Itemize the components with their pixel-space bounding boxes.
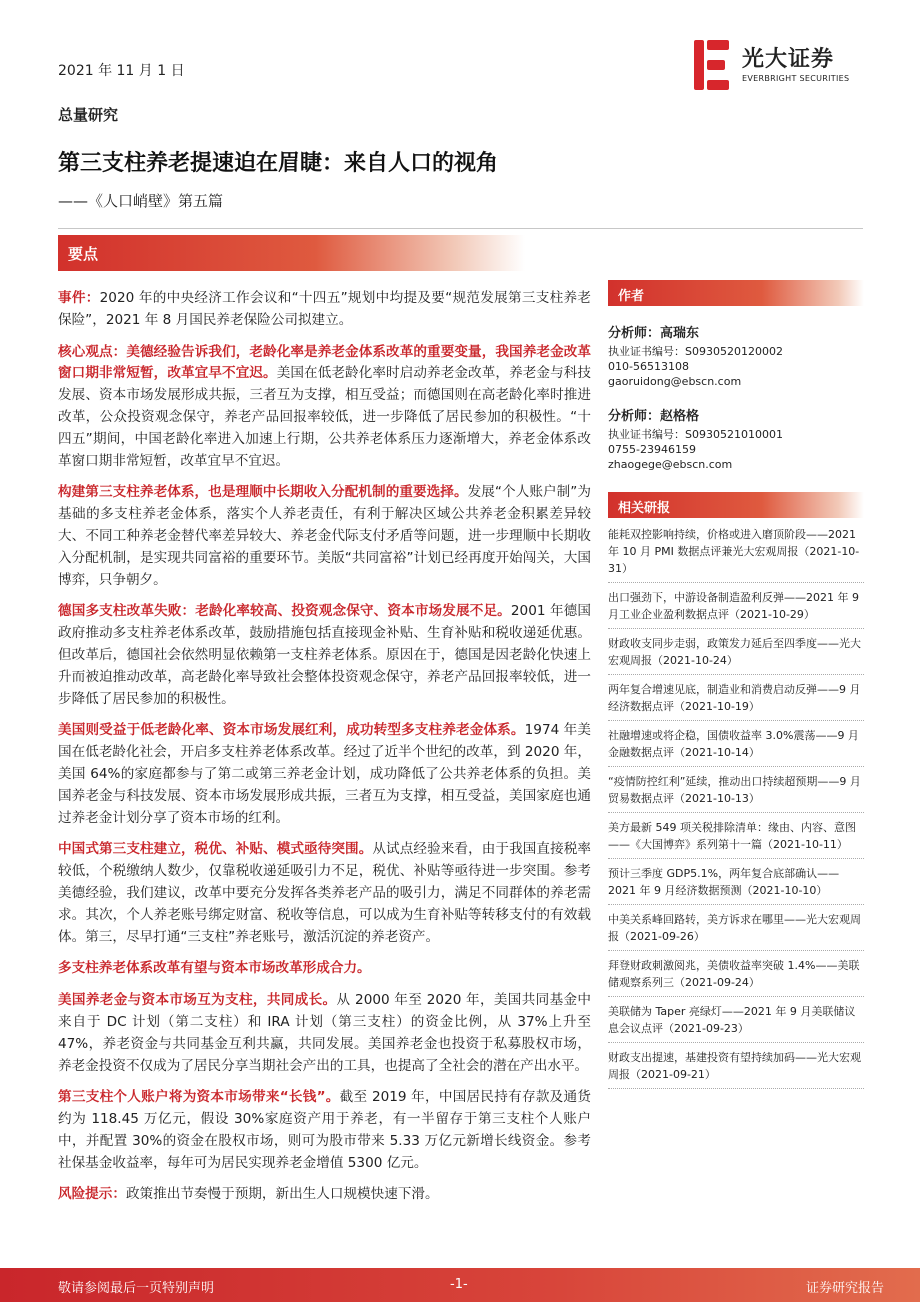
keypoint-text: 截至 2019 年，中国居民持有存款及通货约为 118.45 万亿元，假设 30%家庭资产用于养老，有一半留存于第三支柱个人账户中，并配置 30%的资金在股权市场，则可为股市带来 5.33 万亿元新增长线资金。参考社保基金收益率，每年可为居民实现养老金增值 5300 亿元。	[58, 1089, 591, 1171]
keypoint-lead: 美国养老金与资本市场互为支柱，共同成长。	[58, 992, 337, 1009]
keypoints-label: 要点	[68, 245, 99, 263]
analyst-name: 分析师：赵格格	[608, 409, 700, 424]
report-date: 2021 年 11 月 1 日	[58, 63, 185, 79]
analyst-card	[608, 324, 864, 389]
related-report-item[interactable]: 财政支出提速，基建投资有望持续加码——光大宏观周报（2021-09-21）	[608, 1043, 864, 1089]
analyst-email[interactable]: gaoruidong@ebscn.com	[608, 375, 742, 388]
keypoint-lead: 德国多支柱改革失败：老龄化率较高、投资观念保守、资本市场发展不足。	[58, 603, 511, 620]
related-list	[608, 518, 864, 1089]
keypoint-paragraph	[58, 990, 591, 1077]
sidebar	[608, 280, 864, 1089]
related-report-item[interactable]: 中美关系峰回路转，美方诉求在哪里——光大宏观周报（2021-09-26）	[608, 905, 864, 951]
keypoint-paragraph	[58, 482, 591, 591]
keypoint-text: 发展“个人账户制”为基础的多支柱养老金体系，落实个人养老责任，有利于解决区域公共养老金积累差异较大、不同工种养老金替代率差异较大、养老金代际支付矛盾等问题，进一步理顺中长期收入分配机制，是实现共同富裕的重要环节。美版“共同富裕”计划已经再度开始闯关，大国博弈，只争朝夕。	[58, 484, 592, 588]
related-report-item[interactable]: “疫情防控红利”延续，推动出口持续超预期——9 月贸易数据点评（2021-10-13）	[608, 767, 864, 813]
authors-banner	[608, 280, 864, 306]
keypoint-lead: 风险提示：	[58, 1186, 126, 1203]
keypoints-banner	[58, 235, 525, 271]
everbright-logo	[694, 38, 874, 94]
logo-en: EVERBRIGHT SECURITIES	[742, 74, 850, 83]
related-section	[608, 492, 864, 1089]
authors-label: 作者	[618, 289, 645, 304]
keypoint-paragraph	[58, 288, 591, 332]
analyst-cert: 执业证书编号：S0930521010001	[608, 428, 783, 441]
logo-cn: 光大证券	[742, 47, 835, 72]
related-report-item[interactable]: 财政收支同步走弱，政策发力延后至四季度——光大宏观周报（2021-10-24）	[608, 629, 864, 675]
keypoint-lead: 美国则受益于低老龄化率、资本市场发展红利，成功转型多支柱养老金体系。	[58, 722, 525, 739]
keypoint-paragraph	[58, 958, 591, 980]
related-label: 相关研报	[618, 501, 671, 516]
report-subtitle: ——《人口峭壁》第五篇	[58, 192, 224, 210]
keypoint-paragraph	[58, 720, 591, 829]
keypoint-paragraph	[58, 1184, 591, 1206]
keypoint-text: 从 2000 年至 2020 年，美国共同基金中来自于 DC 计划（第二支柱）和 IRA 计划（第三支柱）的资金比例，从 37%上升至 47%，养老资金与共同基金互利共赢，共同发展。美国养老金也投资于私募股权市场，养老金投资不仅成为了居民分享当期社会产出的工具，也提高了全社会的潜在产出水平。	[58, 992, 592, 1074]
analyst-cert: 执业证书编号：S0930520120002	[608, 345, 783, 358]
page-number: -1-	[450, 1277, 468, 1292]
keypoint-paragraph	[58, 839, 591, 948]
analyst-phone: 0755-23946159	[608, 443, 696, 456]
keypoint-text: 美国在低老龄化率时启动养老金改革，养老金与科技发展、资本市场发展形成共振，三者互为支撑，相互受益；而德国则在高老龄化率时推进改革，公众投资观念保守，养老产品回报率较低，进一步降低了居民参加的积极性。“十四五”期间，中国老龄化率进入加速上行期，公共养老体系压力逐渐增大，养老金体系改革窗口期非常短暂，改革宜早不宜迟。	[58, 365, 592, 469]
footer-report-type: 证券研究报告	[805, 1281, 884, 1296]
analyst-list	[608, 324, 864, 472]
analyst-phone: 010-56513108	[608, 360, 689, 373]
page-footer	[0, 1268, 920, 1302]
keypoint-text: 1974 年美国在低老龄化社会，开启多支柱养老体系改革。经过了近半个世纪的改革，到 2020 年，美国 64%的家庭都参与了第二或第三养老金计划，成功降低了公共养老体系的负担。美国养老金与科技发展、资本市场发展形成共振，三者互为支撑，相互受益，美国家庭也通过养老金计划分享了资本市场的红利。	[58, 722, 592, 826]
keypoint-lead: 核心观点：美德经验告诉我们，老龄化率是养老金体系改革的重要变量，我国养老金改革窗口期非常短暂，改革宜早不宜迟。	[58, 343, 591, 382]
header-divider	[58, 228, 863, 229]
logo-mark-icon	[694, 40, 732, 90]
keypoint-lead: 第三支柱个人账户将为资本市场带来“长钱”。	[58, 1089, 340, 1106]
keypoint-lead: 事件：	[58, 290, 100, 306]
related-report-item[interactable]: 社融增速或将企稳，国债收益率 3.0%震荡——9 月金融数据点评（2021-10-14）	[608, 721, 864, 767]
related-report-item[interactable]: 美联储为 Taper 亮绿灯——2021 年 9 月美联储议息会议点评（2021-09-23）	[608, 997, 864, 1043]
keypoint-text: 2020 年的中央经济工作会议和“十四五”规划中均提及要“规范发展第三支柱养老保险”，2021 年 8 月国民养老保险公司拟建立。	[58, 290, 591, 328]
related-report-item[interactable]: 两年复合增速见底，制造业和消费启动反弹——9 月经济数据点评（2021-10-19）	[608, 675, 864, 721]
keypoint-paragraph	[58, 1087, 591, 1174]
keypoint-lead: 构建第三支柱养老体系，也是理顺中长期收入分配机制的重要选择。	[58, 484, 468, 501]
report-title: 第三支柱养老提速迫在眉睫：来自人口的视角	[58, 151, 499, 176]
footer-disclaimer[interactable]: 敬请参阅最后一页特别声明	[58, 1281, 215, 1296]
report-category: 总量研究	[58, 106, 119, 124]
keypoint-text: 2001 年德国政府推动多支柱养老体系改革，鼓励措施包括直接现金补贴、生育补贴和税收递延优惠。但改革后，德国社会依然明显依赖第一支柱养老体系。原因在于，德国是因老龄化快速上升而被迫推动改革，高老龄化率导致社会整体投资观念保守，养老产品回报率较低，进一步降低了居民参加的积极性。	[58, 603, 591, 707]
related-report-item[interactable]: 出口强劲下，中游设备制造盈利反弹——2021 年 9 月工业企业盈利数据点评（2021-10-29）	[608, 583, 864, 629]
related-report-item[interactable]: 能耗双控影响持续，价格或进入磨顶阶段——2021 年 10 月 PMI 数据点评兼光大宏观周报（2021-10-31）	[608, 518, 864, 583]
related-banner	[608, 492, 864, 518]
keypoint-paragraph	[58, 601, 591, 710]
related-report-item[interactable]: 美方最新 549 项关税排除清单：缘由、内容、意图——《大国博弈》系列第十一篇（2021-10-11）	[608, 813, 864, 859]
keypoint-text: 政策推出节奏慢于预期，新出生人口规模快速下滑。	[125, 1186, 439, 1203]
analyst-name: 分析师：高瑞东	[608, 326, 700, 341]
keypoint-lead: 中国式第三支柱建立，税优、补贴、模式亟待突围。	[58, 841, 373, 858]
keypoint-paragraph	[58, 342, 591, 473]
analyst-card	[608, 407, 864, 472]
keypoint-text: 从试点经验来看，由于我国直接税率较低，个税缴纳人数少，仅靠税收递延吸引力不足，税优、补贴等亟待进一步突围。参考美德经验，我们建议，改革中要充分发挥各类养老产品的吸引力，满足不同群体的养老需求。其次，个人养老账号绑定财富、税收等信息，可以成为生育补贴等转移支付的有效载体。第三，尽早打通“三支柱”养老账号，激活沉淀的养老资产。	[58, 841, 592, 945]
keypoint-lead: 多支柱养老体系改革有望与资本市场改革形成合力。	[58, 960, 371, 977]
analyst-email[interactable]: zhaogege@ebscn.com	[608, 458, 733, 471]
keypoints-body	[58, 288, 591, 1216]
related-report-item[interactable]: 预计三季度 GDP5.1%，两年复合底部确认——2021 年 9 月经济数据预测（2021-10-10）	[608, 859, 864, 905]
related-report-item[interactable]: 拜登财政刺激阅兆，美债收益率突破 1.4%——美联储观察系列三（2021-09-24）	[608, 951, 864, 997]
